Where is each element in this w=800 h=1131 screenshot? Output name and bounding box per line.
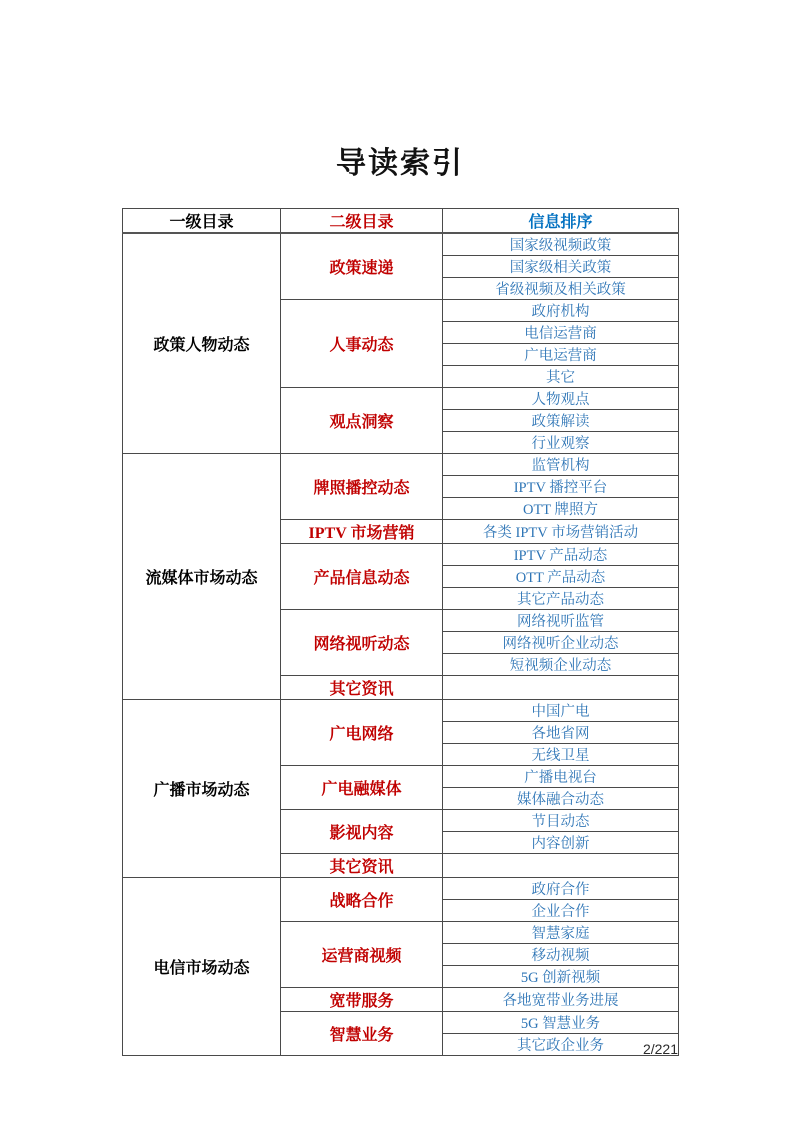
item-cell: 省级视频及相关政策	[443, 278, 679, 300]
item-cell: 国家级相关政策	[443, 256, 679, 278]
item-cell: 广播电视台	[443, 766, 679, 788]
subcategory-cell: 宽带服务	[281, 988, 443, 1012]
subcategory-cell: 运营商视频	[281, 922, 443, 988]
item-cell: 移动视频	[443, 944, 679, 966]
subcategory-cell: 人事动态	[281, 300, 443, 388]
subcategory-cell: 观点洞察	[281, 388, 443, 454]
item-cell: 内容创新	[443, 832, 679, 854]
item-cell: 短视频企业动态	[443, 654, 679, 676]
subcategory-cell: 政策速递	[281, 233, 443, 300]
subcategory-cell: 影视内容	[281, 810, 443, 854]
item-cell: OTT 牌照方	[443, 498, 679, 520]
subcategory-cell: 产品信息动态	[281, 544, 443, 610]
index-table-container	[122, 208, 679, 1056]
subcategory-cell: 牌照播控动态	[281, 454, 443, 520]
item-cell: OTT 产品动态	[443, 566, 679, 588]
item-cell: 行业观察	[443, 432, 679, 454]
item-cell	[443, 676, 679, 700]
subcategory-cell: 其它资讯	[281, 854, 443, 878]
header-info-order: 信息排序	[443, 209, 679, 234]
header-level2: 二级目录	[281, 209, 443, 234]
item-cell: 各地宽带业务进展	[443, 988, 679, 1012]
item-cell: 其它产品动态	[443, 588, 679, 610]
subcategory-cell: 其它资讯	[281, 676, 443, 700]
item-cell: 其它政企业务	[443, 1034, 679, 1056]
table-row	[123, 454, 679, 476]
item-cell: 国家级视频政策	[443, 233, 679, 256]
item-cell: IPTV 播控平台	[443, 476, 679, 498]
table-row	[123, 878, 679, 900]
page-number: 2/221	[642, 1041, 678, 1057]
table-row	[123, 233, 679, 256]
item-cell: 网络视听企业动态	[443, 632, 679, 654]
index-table	[122, 208, 679, 1056]
item-cell: 节目动态	[443, 810, 679, 832]
item-cell: 5G 创新视频	[443, 966, 679, 988]
group-cell: 电信市场动态	[123, 878, 281, 1056]
item-cell: 网络视听监管	[443, 610, 679, 632]
item-cell: 广电运营商	[443, 344, 679, 366]
subcategory-cell: 战略合作	[281, 878, 443, 922]
item-cell: 智慧家庭	[443, 922, 679, 944]
item-cell: IPTV 产品动态	[443, 544, 679, 566]
index-table-body	[123, 233, 679, 1056]
item-cell: 媒体融合动态	[443, 788, 679, 810]
item-cell: 政府合作	[443, 878, 679, 900]
item-cell: 其它	[443, 366, 679, 388]
page-title: 导读索引	[336, 147, 464, 180]
item-cell: 5G 智慧业务	[443, 1012, 679, 1034]
item-cell: 电信运营商	[443, 322, 679, 344]
subcategory-cell: 智慧业务	[281, 1012, 443, 1056]
subcategory-cell: 网络视听动态	[281, 610, 443, 676]
item-cell: 人物观点	[443, 388, 679, 410]
group-cell: 流媒体市场动态	[123, 454, 281, 700]
subcategory-cell: 广电融媒体	[281, 766, 443, 810]
item-cell: 无线卫星	[443, 744, 679, 766]
item-cell: 各地省网	[443, 722, 679, 744]
item-cell: 企业合作	[443, 900, 679, 922]
header-level1: 一级目录	[123, 209, 281, 234]
item-cell: 监管机构	[443, 454, 679, 476]
item-cell: 中国广电	[443, 700, 679, 722]
item-cell	[443, 854, 679, 878]
subcategory-cell: 广电网络	[281, 700, 443, 766]
item-cell: 政策解读	[443, 410, 679, 432]
item-cell: 政府机构	[443, 300, 679, 322]
group-cell: 广播市场动态	[123, 700, 281, 878]
group-cell: 政策人物动态	[123, 233, 281, 454]
subcategory-cell: IPTV 市场营销	[281, 520, 443, 544]
table-header-row	[123, 209, 679, 234]
item-cell: 各类 IPTV 市场营销活动	[443, 520, 679, 544]
table-row	[123, 700, 679, 722]
